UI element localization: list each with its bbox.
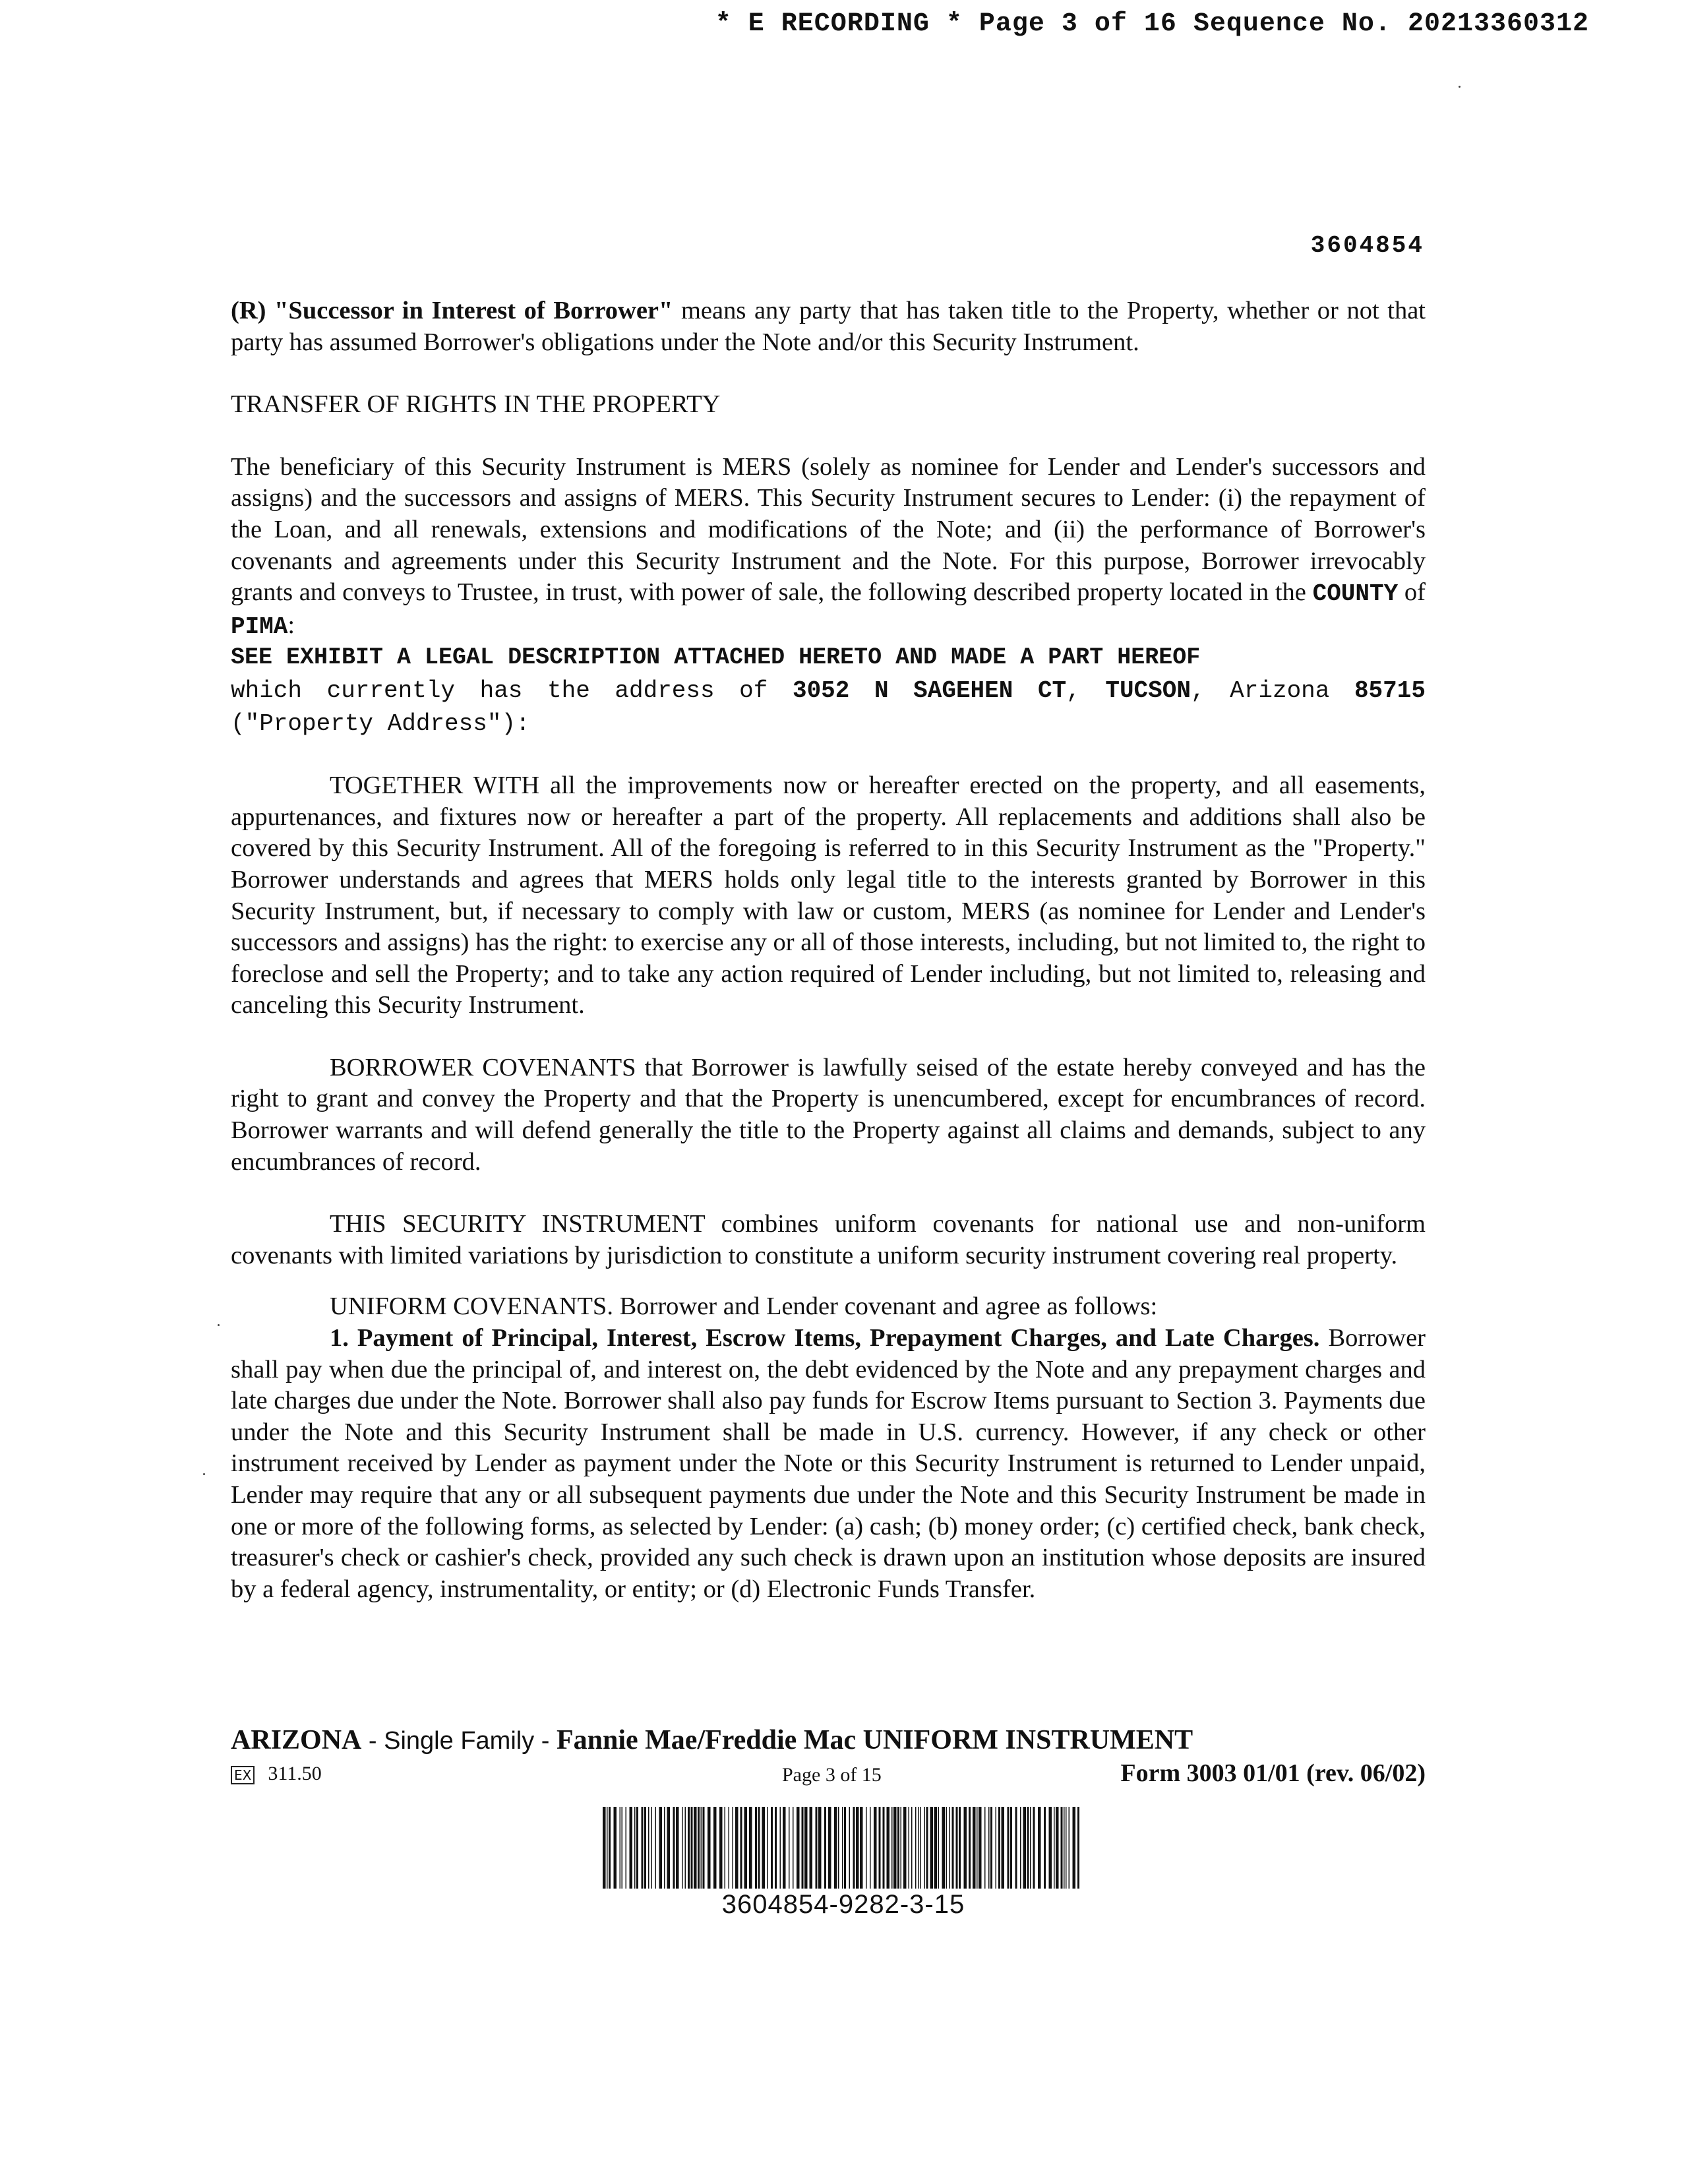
barcode-bar [998, 1807, 1000, 1889]
barcode-bar [952, 1807, 954, 1889]
document-body [231, 295, 1426, 1605]
barcode-bar [1038, 1807, 1041, 1889]
barcode-bar [642, 1807, 644, 1889]
barcode-bar [844, 1807, 846, 1889]
barcode-bar [634, 1807, 636, 1889]
barcode-bar [1056, 1807, 1059, 1889]
barcode-bar [924, 1807, 926, 1889]
page-footer [231, 1724, 1426, 1789]
barcode-bar [771, 1807, 773, 1889]
barcode-bar [609, 1807, 611, 1889]
barcode-bar [909, 1807, 910, 1889]
barcode-bar [735, 1807, 738, 1889]
borrower-covenants-paragraph: BORROWER COVENANTS that Borrower is lawfully seised of the estate hereby conveyed and has the right to grant and convey the Property and that the Property is unencumbered, except for encumbrances of record. Borrower warrants and will defend generally the title to the Property against all claims and demands, subject to any encumbrances of record. [231, 1053, 1426, 1176]
barcode-bar [725, 1807, 726, 1889]
barcode-bar [691, 1807, 693, 1889]
barcode-bar [1049, 1807, 1052, 1889]
barcode-bar [901, 1807, 902, 1889]
barcode-bar [694, 1807, 697, 1889]
section-r-text: means any party that has taken title to the Property, whether or not that party has assumed Borrower's obligations under the Note and/or this Security Instrument. [231, 297, 1426, 356]
barcode-bar [703, 1807, 705, 1889]
barcode-bar [883, 1807, 885, 1889]
barcode-bar [1061, 1807, 1063, 1889]
barcode-bar [810, 1807, 813, 1889]
barcode-bar [919, 1807, 920, 1889]
barcode-bar [838, 1807, 839, 1889]
barcode-bar [853, 1807, 855, 1889]
barcode-bar [783, 1807, 786, 1889]
barcode-bar [676, 1807, 679, 1889]
barcode-bar [673, 1807, 675, 1889]
barcode-bar [891, 1807, 893, 1889]
barcode-bar [996, 1807, 997, 1889]
barcode-bar [744, 1807, 748, 1889]
barcode-bar [887, 1807, 890, 1889]
barcode-bar [1077, 1807, 1079, 1889]
footer-code [231, 1763, 322, 1785]
scan-speck [203, 1473, 205, 1475]
barcode-bar [651, 1807, 653, 1889]
barcode-bar [802, 1807, 804, 1889]
barcode-bar [1073, 1807, 1076, 1889]
barcode-bar [1069, 1807, 1070, 1889]
barcode-bar [793, 1807, 794, 1889]
exhibit-line: SEE EXHIBIT A LEGAL DESCRIPTION ATTACHED HERETO AND MADE A PART HEREOF [231, 644, 1201, 671]
barcode-bar [648, 1807, 649, 1889]
barcode-bar [804, 1807, 808, 1889]
barcode-bar [708, 1807, 711, 1889]
section-1-paragraph [231, 1323, 1426, 1605]
barcode-bar [626, 1807, 627, 1889]
barcode-bar [897, 1807, 899, 1889]
barcode-bar [879, 1807, 881, 1889]
barcode-bar [1002, 1807, 1005, 1889]
barcode-bar [797, 1807, 800, 1889]
section-1-text: Borrower shall pay when due the principal of, and interest on, the debt evidenced by the Note and any prepayment charges and late charges due under the Note. Borrower shall also pay funds for Escrow Items pursuant to Section 3. Payments due under the Note and this Security Instrument shall be made in U.S. currency. However, if any check or other instrument received by Lender as payment under the Note or this Security Instrument is returned to Lender unpaid, Lender may require that any or all subsequent payments due under the Note and this Security Instrument be made in one or more of the following forms, as selected by Lender: (a) cash; (b) money order; (c) certified check, bank check, treasurer's check or cashier's check, provided any such check is drawn upon an institution whose deposits are insured by a federal agency, instrumentality, or entity; or (d) Electronic Funds Transfer. [231, 1324, 1426, 1603]
barcode-bar [1066, 1807, 1067, 1889]
address-comma: , [1066, 677, 1106, 704]
footer-row [231, 1759, 1426, 1789]
barcode-bar [667, 1807, 671, 1889]
barcode-bar [893, 1807, 897, 1889]
barcode-bar [866, 1807, 867, 1889]
security-instrument-paragraph: THIS SECURITY INSTRUMENT combines uniform covenants for national use and non-uniform covenants with limited variations by jurisdiction to constitute a uniform security instrument covering real property. [231, 1210, 1426, 1269]
barcode-bar [1054, 1807, 1055, 1889]
beneficiary-paragraph [231, 452, 1426, 643]
footer-form-number: Form 3003 01/01 (rev. 06/02) [1120, 1759, 1426, 1787]
barcode-bar [655, 1807, 657, 1889]
barcode-bar [856, 1807, 859, 1889]
barcode-bar [969, 1807, 971, 1889]
barcode-bar [874, 1807, 877, 1889]
barcode-bar [719, 1807, 723, 1889]
barcode-bar [911, 1807, 913, 1889]
barcode-bar [977, 1807, 978, 1889]
barcode-bar [1064, 1807, 1065, 1889]
barcode-bar [1030, 1807, 1031, 1889]
beneficiary-text: The beneficiary of this Security Instrument is MERS (solely as nominee for Lender and Lender's successors and assigns) and the successors and assigns of MERS. This Security Instrument secures to Lender: (i) the repayment of the Loan, and all renewals, extensions and modifications of the Note; and (ii) the performance of Borrower's covenants and agreements under this Security Instrument and the Note. For this purpose, Borrower irrevocably grants and conveys to Trustee, in trust, with power of sale, the following described property located in the [231, 452, 1426, 607]
barcode-bar [988, 1807, 990, 1889]
barcode-bar [915, 1807, 917, 1889]
barcode-bar [1010, 1807, 1012, 1889]
barcode-bar [740, 1807, 742, 1889]
barcode-bar [758, 1807, 760, 1889]
barcode-bar [733, 1807, 734, 1889]
barcode-bar [816, 1807, 818, 1889]
barcode-bar [664, 1807, 665, 1889]
barcode-bar [1044, 1807, 1046, 1889]
barcode-bar [956, 1807, 958, 1889]
barcode-bar [729, 1807, 730, 1889]
barcode-bar [701, 1807, 702, 1889]
uniform-covenants-paragraph: UNIFORM COVENANTS. Borrower and Lender covenant and agree as follows: [330, 1292, 1158, 1321]
barcode-bar [842, 1807, 843, 1889]
barcode-bar [1015, 1807, 1017, 1889]
barcode-bar [979, 1807, 982, 1889]
barcode-bar [789, 1807, 790, 1889]
barcode-bar [824, 1807, 826, 1889]
barcode-bar [620, 1807, 621, 1889]
barcode-bar [828, 1807, 831, 1889]
barcode-bar [1027, 1807, 1029, 1889]
barcode-bar [818, 1807, 822, 1889]
address-paragraph [231, 674, 1426, 739]
barcode-bar [849, 1807, 851, 1889]
barcode-bar [920, 1807, 922, 1889]
street-address: 3052 N SAGEHEN CT [792, 677, 1067, 704]
barcode-bar [767, 1807, 768, 1889]
barcode-bar [775, 1807, 777, 1889]
state-text: , Arizona [1190, 677, 1354, 704]
barcode-bar [685, 1807, 686, 1889]
barcode-bar [607, 1807, 608, 1889]
county-label: COUNTY [1312, 580, 1399, 608]
barcode-bar [636, 1807, 638, 1889]
barcode-bar [834, 1807, 837, 1889]
footer-instrument: Fannie Mae/Freddie Mac UNIFORM INSTRUMENT [556, 1725, 1193, 1755]
footer-single-family: - Single Family - [361, 1727, 557, 1755]
ex-logo-icon: EX [231, 1766, 255, 1784]
section-r-label: (R) "Successor in Interest of Borrower" [231, 297, 673, 324]
barcode-bar [930, 1807, 934, 1889]
section-r [231, 295, 1426, 358]
footer-title [231, 1724, 1426, 1757]
barcode-bar [990, 1807, 992, 1889]
barcode-bar [659, 1807, 663, 1889]
barcode-bar [688, 1807, 690, 1889]
barcode-bar [1008, 1807, 1010, 1889]
address-prefix: which currently has the address of [231, 677, 793, 704]
barcode-bar [630, 1807, 633, 1889]
scan-speck [218, 1324, 220, 1326]
barcode-bar [934, 1807, 938, 1889]
barcode-bar [946, 1807, 948, 1889]
footer-code-number: 311.50 [268, 1763, 322, 1784]
barcode-bar [698, 1807, 700, 1889]
transfer-heading: TRANSFER OF RIGHTS IN THE PROPERTY [231, 390, 721, 419]
county-name: PIMA [231, 613, 288, 640]
barcode-bar [682, 1807, 683, 1889]
recording-header: * E RECORDING * Page 3 of 16 Sequence No. 20213360312 [715, 9, 1589, 39]
barcode-bar [949, 1807, 950, 1889]
of-word: of [1398, 578, 1426, 607]
city-name: TUCSON [1105, 677, 1191, 704]
barcode-bar [1023, 1807, 1027, 1889]
barcode-graphic [603, 1807, 1084, 1889]
barcode-bar [984, 1807, 986, 1889]
county-colon: : [287, 611, 295, 639]
barcode-bar [942, 1807, 946, 1889]
barcode-bar [762, 1807, 766, 1889]
barcode-bar [780, 1807, 781, 1889]
barcode-bar [614, 1807, 617, 1889]
barcode-bar [644, 1807, 646, 1889]
barcode-bar [870, 1807, 871, 1889]
footer-state: ARIZONA [231, 1725, 362, 1755]
zip-code: 85715 [1354, 677, 1426, 704]
barcode-bar [749, 1807, 752, 1889]
barcode-bar [973, 1807, 976, 1889]
barcode-bar [964, 1807, 967, 1889]
barcode-bar [1033, 1807, 1035, 1889]
barcode-bar [903, 1807, 907, 1889]
section-1-title: 1. Payment of Principal, Interest, Escrow Items, Prepayment Charges, and Late Charges. [330, 1324, 1320, 1352]
barcode-bar [755, 1807, 757, 1889]
barcode-bar [713, 1807, 717, 1889]
barcode-bar [926, 1807, 928, 1889]
barcode-number: 3604854-9282-3-15 [721, 1890, 965, 1919]
barcode-bar [938, 1807, 940, 1889]
address-suffix: ("Property Address"): [231, 710, 530, 737]
scan-speck [1459, 86, 1461, 88]
barcode-bar [860, 1807, 863, 1889]
together-with-paragraph: TOGETHER WITH all the improvements now or hereafter erected on the property, and all easements, appurtenances, and fixtures now or hereafter a part of the property. All replacements and additions shall also be covered by this Security Instrument. All of the foregoing is referred to in this Security Instrument as the "Property." Borrower understands and agrees that MERS holds only legal title to the interests granted by Borrower in this Security Instrument, but, if necessary to comply with law or custom, MERS (as nominee for Lender and Lender's successors and assigns) has the right: to exercise any or all of those interests, including, but not limited to, the right to foreclose and sell the Property; and to take any action required of Lender including, but not limited to, releasing and canceling this Security Instrument. [231, 772, 1426, 1019]
barcode-bar [622, 1807, 623, 1889]
barcode-bar [1020, 1807, 1021, 1889]
document-number: 3604854 [1310, 232, 1424, 259]
barcode-bar [959, 1807, 961, 1889]
barcode-bar [603, 1807, 606, 1889]
footer-page-number: Page 3 of 15 [782, 1764, 882, 1786]
